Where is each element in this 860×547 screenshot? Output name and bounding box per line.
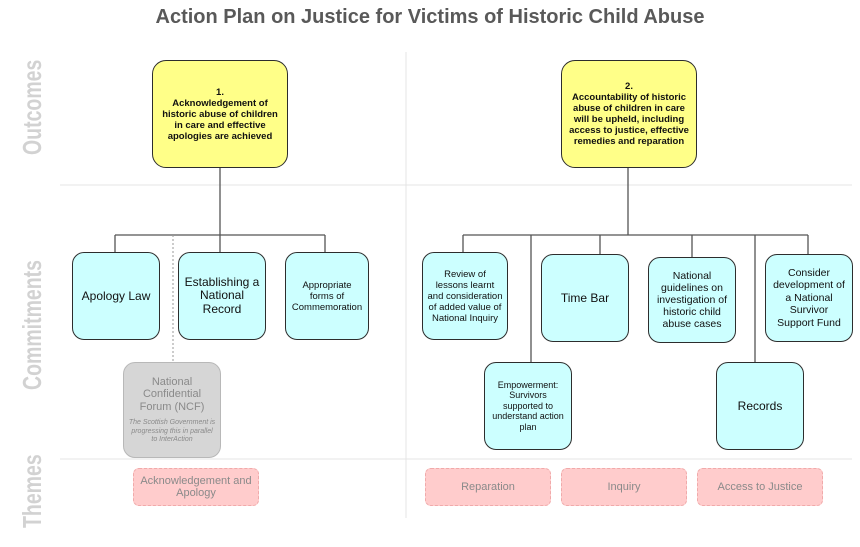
outcome-1-number: 1. <box>216 86 224 98</box>
commitment-review-lessons <box>422 252 508 340</box>
commitment-apology-law-label: Apology Law <box>81 288 151 303</box>
commitment-commemoration-label: Appropriate forms of Commemoration <box>291 279 363 313</box>
commitment-national-guidelines-label: National guidelines on investigation of historic child abuse cases <box>656 270 728 330</box>
diagram-title: Action Plan on Justice for Victims of Historic Child Abuse <box>155 6 705 28</box>
commitment-national-guidelines <box>648 257 736 343</box>
commitment-records <box>716 362 804 450</box>
commitment-empowerment-label: Empowerment: Survivors supported to understand action plan <box>492 379 564 432</box>
commitment-survivor-fund-label: Consider development of a National Survivor Support Fund <box>773 266 845 329</box>
ncf-title: National Confidential Forum (NCF) <box>139 375 205 413</box>
row-label-outcomes: Outcomes <box>17 59 47 155</box>
theme-acknowledgement <box>133 468 259 506</box>
outcome-1-text: Acknowledgement of historic abuse of children in care and effective apologies are achieved <box>162 97 278 142</box>
outcome-1-box <box>152 60 288 168</box>
commitment-review-lessons-label: Review of lessons learnt and consideration of added value of National Inquiry <box>427 268 503 324</box>
commitment-national-record-label: Establishing a National Record <box>184 274 260 316</box>
outcome-2-box <box>561 60 697 168</box>
row-label-commitments: Commitments <box>17 259 47 390</box>
commitment-apology-law <box>72 252 160 340</box>
commitment-commemoration <box>285 252 369 340</box>
theme-access-to-justice-label: Access to Justice <box>717 480 803 493</box>
commitment-empowerment <box>484 362 572 450</box>
ncf-note: The Scottish Government is progressing this in parallel to InterAction <box>128 419 216 443</box>
commitment-time-bar <box>541 254 629 342</box>
theme-reparation <box>425 468 551 506</box>
commitment-national-record <box>178 252 266 340</box>
row-label-themes: Themes <box>17 454 47 528</box>
theme-reparation-label: Reparation <box>461 480 515 493</box>
theme-inquiry <box>561 468 687 506</box>
outcome-2-number: 2. <box>625 81 633 92</box>
theme-inquiry-label: Inquiry <box>607 480 641 493</box>
outcome-2-text: Accountability of historic abuse of children in care will be upheld, including access to justice, effective remedies and reparation <box>569 92 689 147</box>
ncf-box <box>123 362 221 458</box>
theme-acknowledgement-label: Acknowledgement and Apology <box>140 474 252 499</box>
commitment-time-bar-label: Time Bar <box>560 290 610 305</box>
commitment-survivor-fund <box>765 254 853 342</box>
theme-access-to-justice <box>697 468 823 506</box>
commitment-records-label: Records <box>737 398 783 413</box>
